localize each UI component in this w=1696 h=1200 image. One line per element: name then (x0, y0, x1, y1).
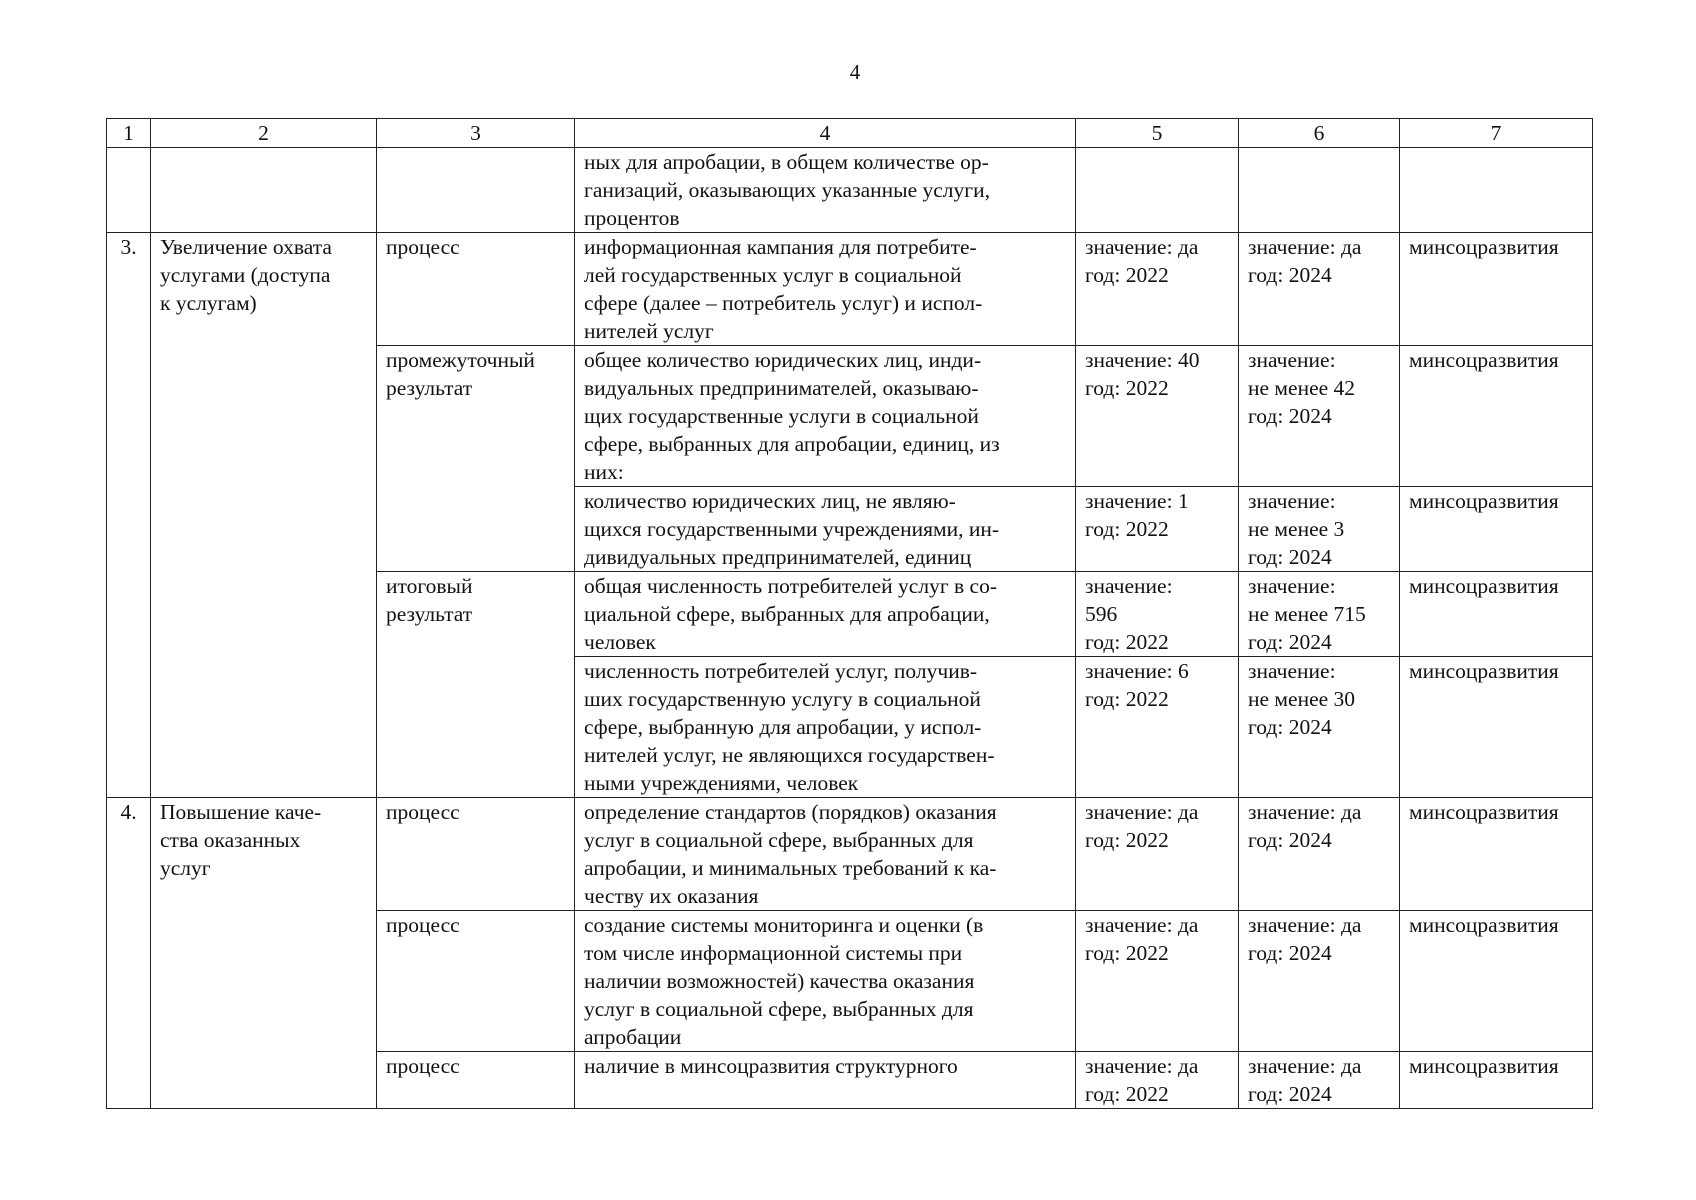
responsible: минсоцразвития (1400, 657, 1593, 798)
cell-empty (1076, 148, 1239, 233)
indicator-text: ных для апробации, в общем количестве ор- ганизаций, оказывающих указанные услуги, процентов (584, 150, 990, 230)
target-value: значение: да год: 2024 (1239, 1052, 1400, 1109)
indicator-cell: численность потребителей услуг, получив- ших государственную услугу в социальной сфере, выбранную для апробации, у испол- нителей услуг, не являющихся государствен- ными учреждениями, человек (575, 657, 1076, 798)
target-value: значение: не менее 30 год: 2024 (1239, 657, 1400, 798)
indicator-type: процесс (377, 1052, 575, 1109)
indicator-type: итоговый результат (377, 572, 575, 798)
base-value: значение: да год: 2022 (1076, 233, 1239, 346)
header-cell: 7 (1400, 119, 1593, 148)
indicator-cell: общее количество юридических лиц, инди- видуальных предпринимателей, оказываю- щих государственные услуги в социальной сфере, выбранных для апробации, единиц, из них: (575, 346, 1076, 487)
table-row (107, 798, 1593, 911)
target-value: значение: не менее 715 год: 2024 (1239, 572, 1400, 657)
base-value: значение: 6 год: 2022 (1076, 657, 1239, 798)
indicator-type: процесс (377, 233, 575, 346)
base-value: значение: да год: 2022 (1076, 798, 1239, 911)
indicator-cell: создание системы мониторинга и оценки (в том числе информационной системы при наличии возможностей) качества оказания услуг в социальной сфере, выбранных для апробации (575, 911, 1076, 1052)
responsible: минсоцразвития (1400, 487, 1593, 572)
base-value: значение: 596 год: 2022 (1076, 572, 1239, 657)
table-row (107, 233, 1593, 346)
table-row (107, 148, 1593, 233)
responsible: минсоцразвития (1400, 1052, 1593, 1109)
indicator-cell: количество юридических лиц, не являю- щихся государственными учреждениями, ин- дивидуальных предпринимателей, единиц (575, 487, 1076, 572)
target-value: значение: да год: 2024 (1239, 911, 1400, 1052)
responsible: минсоцразвития (1400, 346, 1593, 487)
indicator-cell: определение стандартов (порядков) оказания услуг в социальной сфере, выбранных для апробации, и минимальных требований к ка- честву их оказания (575, 798, 1076, 911)
section-title: Увеличение охвата услугами (доступа к услугам) (151, 233, 377, 798)
cell-empty (1239, 148, 1400, 233)
base-value: значение: да год: 2022 (1076, 911, 1239, 1052)
header-row (107, 119, 1593, 148)
header-cell: 4 (575, 119, 1076, 148)
target-value: значение: да год: 2024 (1239, 233, 1400, 346)
indicator-cell: информационная кампания для потребите- лей государственных услуг в социальной сфере (далее – потребитель услуг) и испол- нителей услуг (575, 233, 1076, 346)
header-cell: 6 (1239, 119, 1400, 148)
indicator-cell: наличие в минсоцразвития структурного (575, 1052, 1076, 1109)
header-cell: 5 (1076, 119, 1239, 148)
section-title: Повышение каче- ства оказанных услуг (151, 798, 377, 1109)
responsible: минсоцразвития (1400, 798, 1593, 911)
responsible: минсоцразвития (1400, 911, 1593, 1052)
section-number: 4. (107, 798, 151, 1109)
cell-empty (151, 148, 377, 233)
base-value: значение: да год: 2022 (1076, 1052, 1239, 1109)
indicator-type: процесс (377, 798, 575, 911)
target-value: значение: не менее 3 год: 2024 (1239, 487, 1400, 572)
base-value: значение: 40 год: 2022 (1076, 346, 1239, 487)
header-cell: 2 (151, 119, 377, 148)
cell-empty (1400, 148, 1593, 233)
base-value: значение: 1 год: 2022 (1076, 487, 1239, 572)
header-cell: 3 (377, 119, 575, 148)
indicators-table (106, 118, 1593, 1109)
indicator-type: промежуточный результат (377, 346, 575, 572)
responsible: минсоцразвития (1400, 233, 1593, 346)
indicator-cell: общая численность потребителей услуг в со- циальной сфере, выбранных для апробации, человек (575, 572, 1076, 657)
cell-empty (377, 148, 575, 233)
target-value: значение: да год: 2024 (1239, 798, 1400, 911)
responsible: минсоцразвития (1400, 572, 1593, 657)
cell-empty (107, 148, 151, 233)
target-value: значение: не менее 42 год: 2024 (1239, 346, 1400, 487)
page-number: 4 (849, 60, 861, 84)
indicator-type: процесс (377, 911, 575, 1052)
indicator-cell (575, 148, 1076, 233)
section-number: 3. (107, 233, 151, 798)
header-cell: 1 (107, 119, 151, 148)
